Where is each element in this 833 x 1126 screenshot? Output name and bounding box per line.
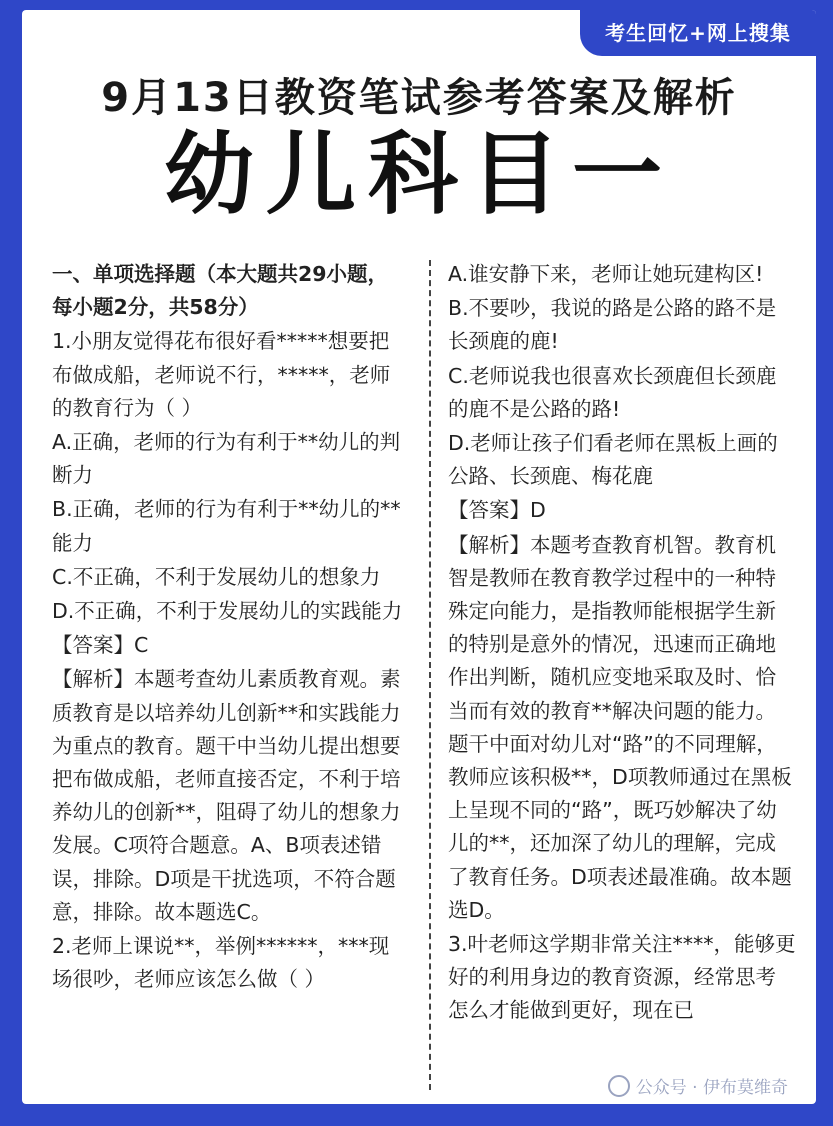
left-column — [52, 258, 404, 997]
paragraph: C.不正确，不利于发展幼儿的想象力 — [52, 564, 381, 589]
watermark — [608, 1073, 788, 1098]
paragraph: B.不要吵，我说的路是公路的路不是长颈鹿的鹿! — [448, 296, 777, 354]
document-page — [22, 10, 816, 1104]
paragraph: B.正确，老师的行为有利于**幼儿的**能力 — [52, 497, 401, 555]
paragraph: C.老师说我也很喜欢长颈鹿但长颈鹿的鹿不是公路的路! — [448, 363, 777, 421]
paragraph: A.正确，老师的行为有利于**幼儿的判断力 — [52, 430, 401, 488]
paragraph: A.谁安静下来，老师让她玩建构区! — [448, 262, 764, 286]
watermark-text: 公众号 · 伊布莫维奇 — [635, 1078, 788, 1098]
paragraph: 3.叶老师这学期非常关注****，能够更好的利用身边的教育资源，经常思考怎么才能做到更好，现在已 — [448, 932, 796, 1023]
paragraph: 【答案】D — [448, 498, 546, 523]
paragraph: 【解析】本题考查幼儿素质教育观。素质教育是以培养幼儿创新**和实践能力为重点的教育。题干中当幼儿提出想要把布做成船，老师直接否定，不利于培养幼儿的创新**，阻碍了幼儿的想象力发展。C项符合题意。A、B项表述错误，排除。D项是干扰选项，不符合题意，排除。故本题选C。 — [52, 667, 401, 924]
page-title: 9月13日教资笔试参考答案及解析 — [101, 75, 737, 121]
paragraph: 一、单项选择题（本大题共29小题，每小题2分，共58分） — [52, 262, 389, 320]
paragraph: 1.小朋友觉得花布很好看*****想要把布做成船，老师说不行，*****，老师的教育行为（ ） — [52, 329, 391, 420]
right-column — [448, 258, 796, 1029]
column-divider — [429, 260, 431, 1090]
paragraph: 【答案】C — [52, 633, 149, 658]
wechat-icon — [608, 1075, 630, 1097]
paragraph: D.不正确，不利于发展幼儿的实践能力 — [52, 599, 403, 624]
paragraph: 2.老师上课说**，举例******，***现场很吵，老师应该怎么做（ ） — [52, 934, 390, 992]
paragraph: D.老师让孩子们看老师在黑板上画的公路、长颈鹿、梅花鹿 — [448, 431, 778, 489]
source-badge: 考生回忆+网上搜集 — [580, 10, 816, 56]
subject-title: 幼儿科目一 — [164, 122, 674, 227]
paragraph: 【解析】本题考查教育机智。教育机智是教师在教育教学过程中的一种特殊定向能力，是指教师能根据学生新的特别是意外的情况，迅速而正确地作出判断，随机应变地采取及时、恰当而有效的教育**解决问题的能力。题干中面对幼儿对“路”的不同理解，教师应该积极**，D项教师通过在黑板上呈现不同的“路”，既巧妙解决了幼儿的**，还加深了幼儿的理解，完成了教育任务。D项表述最准确。故本题选D。 — [448, 532, 792, 922]
